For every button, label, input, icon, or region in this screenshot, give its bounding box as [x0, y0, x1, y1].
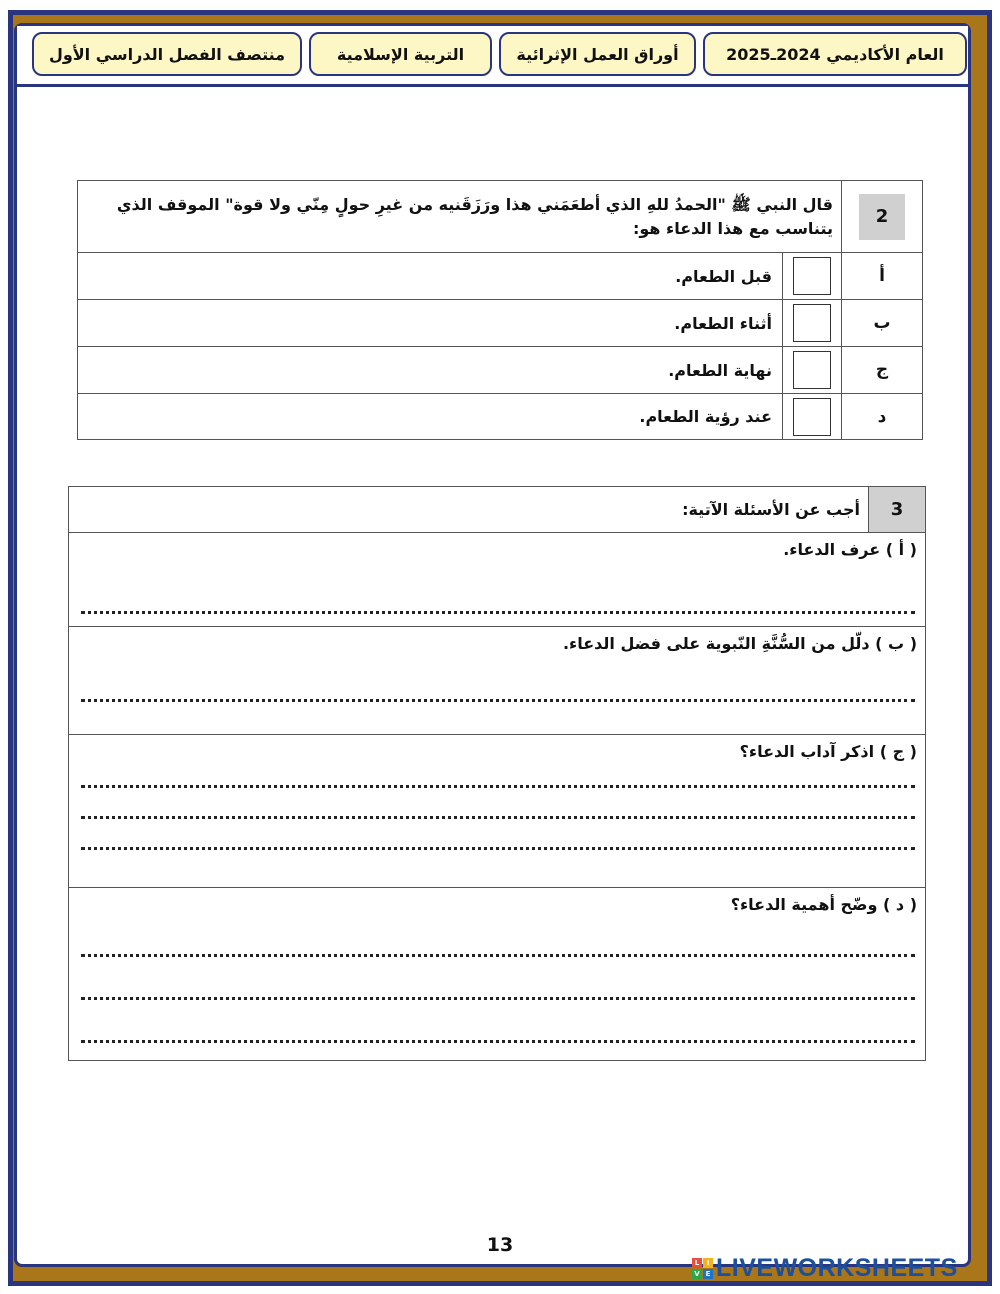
answer-checkbox-d[interactable]: [793, 398, 831, 436]
option-row: [78, 347, 923, 394]
header-subject: التربية الإسلامية: [309, 32, 492, 76]
question-2-table: [77, 180, 923, 440]
answer-line[interactable]: [81, 847, 915, 850]
question-3-number: 3: [869, 487, 926, 533]
sub-question-label: ( ج ) اذكر آداب الدعاء؟: [739, 742, 917, 761]
question-3-table: [68, 486, 926, 1061]
option-text: قبل الطعام.: [78, 253, 783, 300]
answer-checkbox-c[interactable]: [793, 351, 831, 389]
logo-tiles-icon: L I V E: [692, 1258, 713, 1279]
option-letter: ج: [842, 347, 923, 394]
sub-question-a: [69, 533, 926, 627]
answer-checkbox-a[interactable]: [793, 257, 831, 295]
sub-question-c: [69, 735, 926, 888]
question-number-cell: [842, 181, 923, 253]
header-worksheets-label: أوراق العمل الإثرائية: [499, 32, 696, 76]
page-number: 13: [486, 1234, 514, 1256]
sub-question-d: [69, 888, 926, 1061]
option-text: عند رؤية الطعام.: [78, 394, 783, 440]
option-row: [78, 300, 923, 347]
question-2-stem: قال النبي ﷺ "الحمدُ للهِ الذي أطعَمَني هذا ورَزَقَنيه من غيرِ حولٍ مِنّي ولا قوة" الموقف الذي يتناسب مع هذا الدعاء هو:: [78, 181, 842, 253]
answer-line[interactable]: [81, 785, 915, 788]
answer-line[interactable]: [81, 954, 915, 957]
sub-question-label: ( أ ) عرف الدعاء.: [783, 540, 917, 559]
answer-line[interactable]: [81, 816, 915, 819]
option-text: أثناء الطعام.: [78, 300, 783, 347]
answer-line[interactable]: [81, 1040, 915, 1043]
answer-line[interactable]: [81, 611, 915, 614]
answer-line[interactable]: [81, 699, 915, 702]
option-row: [78, 253, 923, 300]
logo-text: LIVEWORKSHEETS: [716, 1253, 958, 1282]
header-academic-year: العام الأكاديمي 2024ـ2025: [703, 32, 967, 76]
answer-checkbox-b[interactable]: [793, 304, 831, 342]
question-3-instruction: أجب عن الأسئلة الآتية:: [69, 487, 869, 533]
header-term: منتصف الفصل الدراسي الأول: [32, 32, 302, 76]
question-2-number: 2: [859, 194, 905, 240]
option-letter: أ: [842, 253, 923, 300]
option-letter: د: [842, 394, 923, 440]
option-row: [78, 394, 923, 440]
answer-line[interactable]: [81, 997, 915, 1000]
option-text: نهاية الطعام.: [78, 347, 783, 394]
sub-question-label: ( ب ) دلّل من السُّنَّةِ النّبوية على فضل الدعاء.: [562, 634, 917, 653]
sub-question-label: ( د ) وضّح أهمية الدعاء؟: [730, 895, 917, 914]
option-letter: ب: [842, 300, 923, 347]
liveworksheets-logo[interactable]: [692, 1254, 958, 1282]
sub-question-b: [69, 627, 926, 735]
